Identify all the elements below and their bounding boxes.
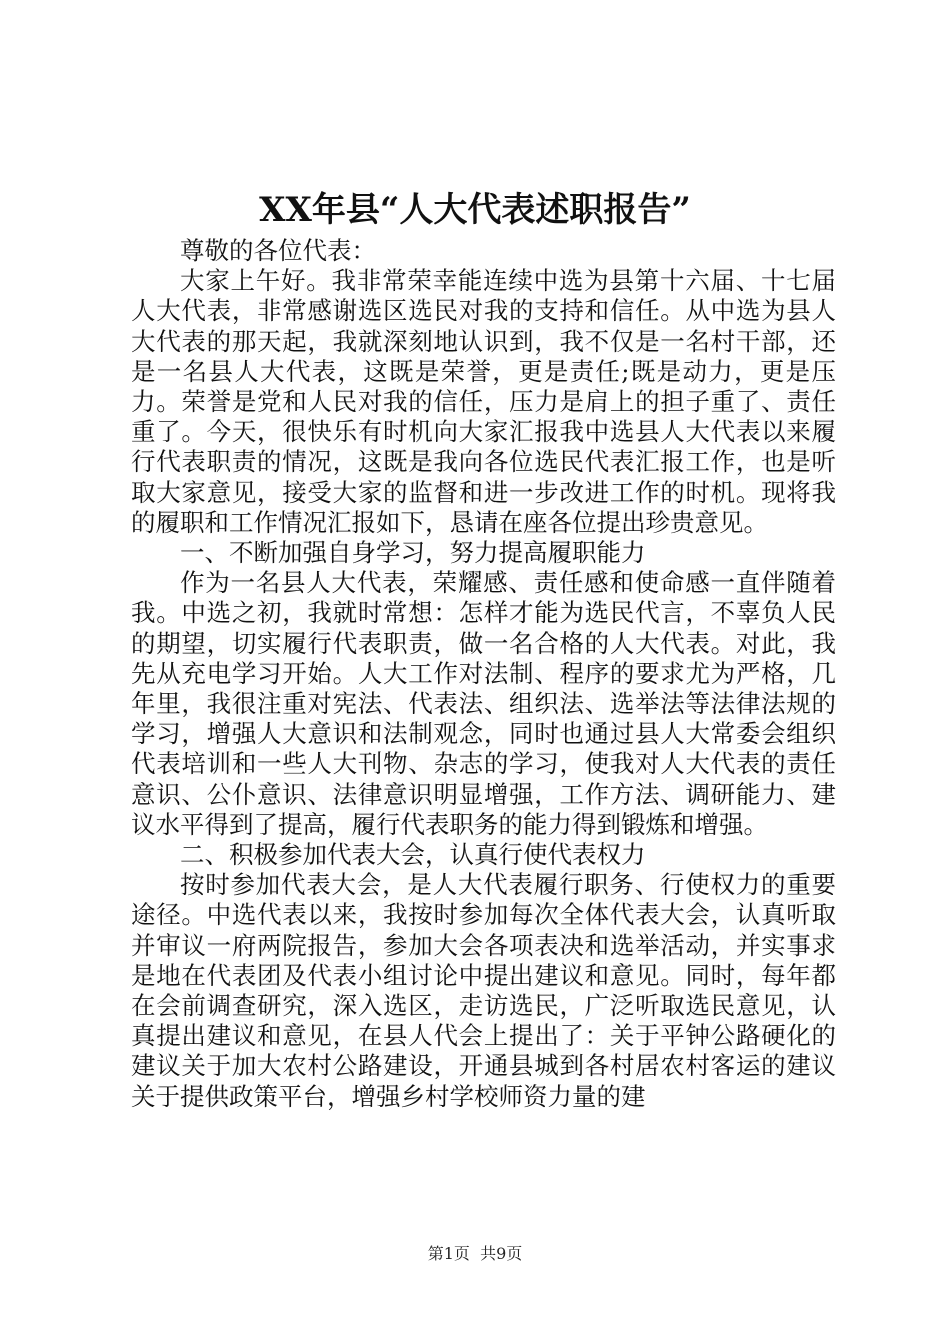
salutation-paragraph: 尊敬的各位代表：: [180, 236, 376, 265]
document-title: XX年县“人大代表述职报告”: [259, 190, 691, 230]
page-footer: [0, 1244, 950, 1264]
section-heading-1: 一、不断加强自身学习，努力提高履职能力: [180, 538, 646, 568]
section-paragraph-2: 按时参加代表大会，是人大代表履行职务、行使权力的重要途径。中选代表以来，我按时参加每次全体代表大会，认真听取并审议一府两院报告，参加大会各项表决和选举活动，并实事求是地在代表团及代表小组讨论中提出建议和意见。同时，每年都在会前调查研究，深入选区，走访选民，广泛听取选民意见，认真提出建议和意见，在县人代会上提出了：关于平钟公路硬化的建议关于加大农村公路建设，开通县城到各村居农村客运的建议关于提供政策平台，增强乡村学校师资力量的建: [131, 870, 836, 1111]
section-paragraph-1: 作为一名县人大代表，荣耀感、责任感和使命感一直伴随着我。中选之初，我就时常想：怎样才能为选民代言，不辜负人民的期望，切实履行代表职责，做一名合格的人大代表。对此，我先从充电学习开始。人大工作对法制、程序的要求尤为严格，几年里，我很注重对宪法、代表法、组织法、选举法等法律法规的学习，增强人大意识和法制观念，同时也通过县人大常委会组织代表培训和一些人大刊物、杂志的学习，使我对人大代表的责任意识、公仆意识、法律意识明显增强，工作方法、调研能力、建议水平得到了提高，履行代表职务的能力得到锻炼和增强。: [131, 568, 836, 839]
document-body: [131, 236, 836, 1112]
opening-paragraph: 大家上午好。我非常荣幸能连续中选为县第十六届、十七届人大代表，非常感谢选区选民对我的支持和信任。从中选为县人大代表的那天起，我就深刻地认识到，我不仅是一名村干部，还是一名县人大代表，这既是荣誉，更是责任;既是动力，更是压力。荣誉是党和人民对我的信任，压力是肩上的担子重了、责任重了。今天，很快乐有时机向大家汇报我中选县人大代表以来履行代表职责的情况，这既是我向各位选民代表汇报工作，也是听取大家意见，接受大家的监督和进一步改进工作的时机。现将我的履职和工作情况汇报如下，恳请在座各位提出珍贵意见。: [131, 266, 836, 537]
section-heading-2: 二、积极参加代表大会，认真行使代表权力: [180, 840, 646, 870]
page-number: 第1页 共9页: [427, 1244, 523, 1263]
